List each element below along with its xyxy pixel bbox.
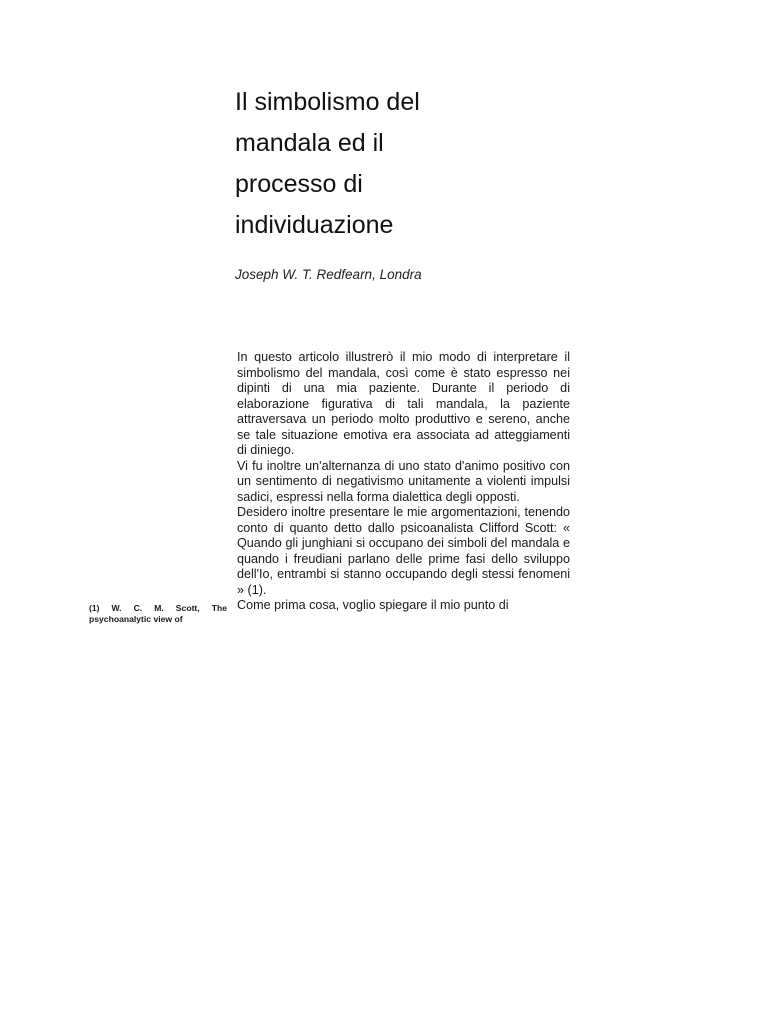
body-paragraph: Desidero inoltre presentare le mie argomentazioni, tenendo conto di quanto detto dallo psicoanalista Clifford Scott: « Quando gli junghiani si occupano dei simboli del mandala e quando i freudiani parlano delle prime fasi dello sviluppo dell'Io, entrambi si stanno occupando degli stessi fenomeni » (1). <box>237 505 570 597</box>
title-line: Il simbolismo del <box>235 88 420 116</box>
article-body <box>237 350 570 614</box>
title-line: mandala ed il <box>235 129 384 157</box>
footnote-line: psychoanalytic view of <box>89 614 183 624</box>
title-line: processo di <box>235 170 363 198</box>
body-paragraph: Come prima cosa, voglio spiegare il mio punto di <box>237 598 509 612</box>
footnote-line: (1) W. C. M. Scott, The <box>89 603 227 613</box>
footnote <box>89 603 227 625</box>
article-title <box>235 82 575 246</box>
body-paragraph: In questo articolo illustrerò il mio modo di interpretare il simbolismo del mandala, così come è stato espresso nei dipinti di una mia paziente. Durante il periodo di elaborazione figurativa di tali mandala, la paziente attraversava un periodo molto produttivo e sereno, anche se tale situazione emotiva era associata ad atteggiamenti di diniego. <box>237 350 570 457</box>
article-author: Joseph W. T. Redfearn, Londra <box>235 267 422 282</box>
title-line: individuazione <box>235 211 394 239</box>
body-paragraph: Vi fu inoltre un'alternanza di uno stato d'animo positivo con un sentimento di negativismo unitamente a violenti impulsi sadici, espressi nella forma dialettica degli opposti. <box>237 458 570 504</box>
